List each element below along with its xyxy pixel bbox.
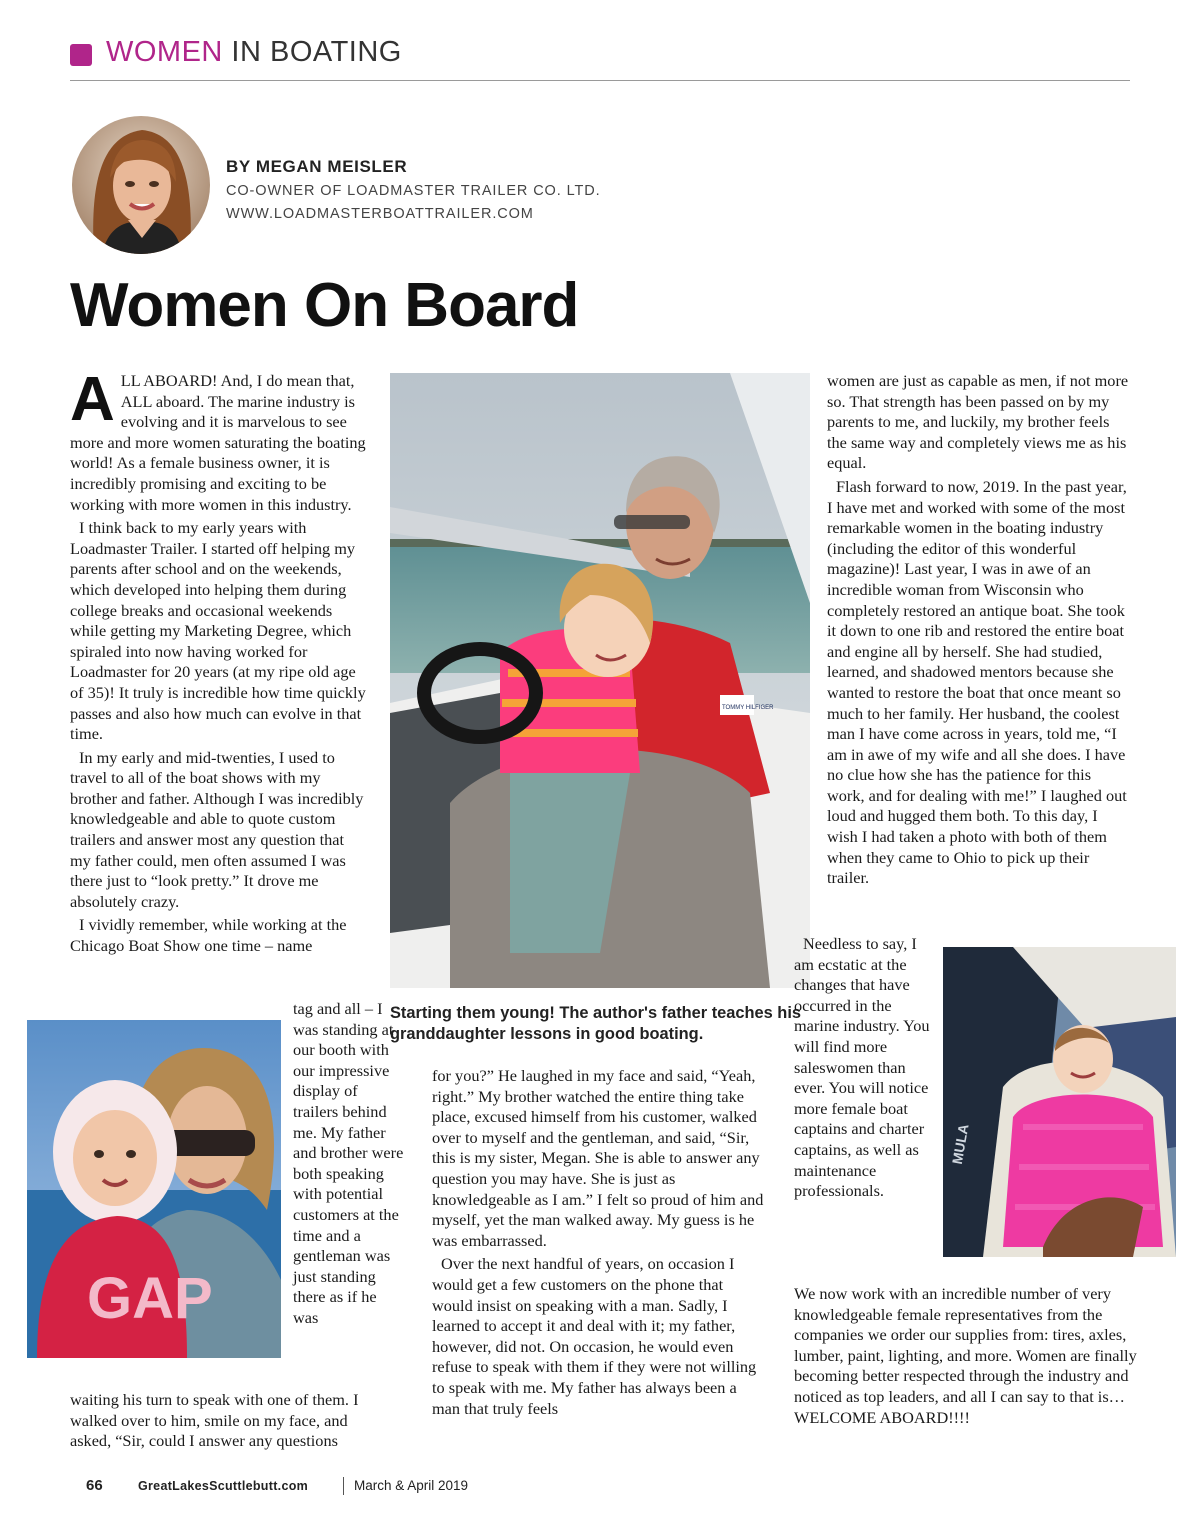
article-column-1 (70, 365, 368, 957)
photo-grandfather-and-granddaughter (390, 373, 810, 988)
paragraph-1: ALL ABOARD! And, I do mean that, ALL aboard. The marine industry is evolving and it is marvelous to see more and more women saturating the boating world! As a female business owner, it is incredibly promising and exciting to be working with more women in this industry. (70, 365, 366, 514)
paragraph-3: In my early and mid-twenties, I used to travel to all of the boat shows with my brother and father. Although I was incredibly knowledgeable and able to quote custom trailers and answer most any question that my father could, men often assumed I was there just to “look pretty.” It drove me absolutely crazy. (70, 747, 364, 911)
drop-cap: A (70, 365, 115, 434)
boat-brand-text: MULA (948, 1122, 972, 1166)
author-role: CO-OWNER OF LOADMASTER TRAILER CO. LTD. (226, 183, 601, 199)
paragraph-4: I vividly remember, while working at the Chicago Boat Show one time – name (70, 915, 347, 956)
header-divider (70, 80, 1130, 81)
article-column-2 (432, 1066, 767, 1419)
author-headshot (72, 116, 210, 254)
jacket-logo-text: TOMMY HILFIGER (722, 705, 774, 711)
article-column-3-wrap (794, 934, 937, 1202)
paragraph-6: Over the next handful of years, on occasion I would get a few customers on the phone that would insist on speaking with a man. Sadly, I learned to accept it and deal with it; my father, however, did not. On occasion, he would even refuse to speak with them if they were not willing to speak with me. My father has always been a man that truly feels (432, 1254, 757, 1418)
article-column-3-end (794, 1284, 1139, 1428)
author-website: WWW.LOADMASTERBOATTRAILER.COM (226, 206, 534, 222)
paragraph-7: women are just as capable as men, if not more so. That strength has been passed on by my parents to me, and luckily, my brother feels the same way and completely views me as his equal. (827, 371, 1129, 473)
section-title: WOMEN IN BOATING (106, 36, 402, 68)
paragraph-2: I think back to my early years with Loadmaster Trailer. I started off helping my parents after school and on the weekends, which developed into helping them during college breaks and occasional weekends while getting my Marketing Degree, which spiraled into now having worked for Loadmaster for 20 years (at my ripe old age of 35)! It truly is incredible how time quickly passes and also how much can evolve in that time. (70, 518, 366, 744)
footer-divider (343, 1477, 344, 1495)
footer-site: GreatLakesScuttlebutt.com (138, 1479, 309, 1493)
article-headline: Women On Board (70, 271, 579, 340)
gap-logo-text: GAP (87, 1266, 213, 1331)
paragraph-10: We now work with an incredible number of very knowledgeable female representatives from the companies we order our supplies from: tires, axles, lumber, paint, lighting, and more. Women are finally becoming better respected through the industry and noticed as top leaders, and all I can say to that is… WELCOME ABOARD!!!! (794, 1284, 1137, 1427)
article-column-1-end: waiting his turn to speak with one of them. I walked over to him, smile on my face, and asked, “Sir, could I answer any questions (70, 1390, 359, 1451)
paragraph-5: for you?” He laughed in my face and said, “Yeah, right.” My brother watched the entire thing take place, excused himself from his customer, walked over to myself and the gentleman, and said, “Sir, this is my sister, Megan. She is able to answer any question you may have. She is just as knowledgeable as I am.” I felt so proud of him and myself, yet the man walked away. My guess is he was embarrassed. (432, 1066, 764, 1250)
photo-baby-in-boat (943, 947, 1176, 1257)
paragraph-8: Flash forward to now, 2019. In the past year, I have met and worked with some of the most remarkable women in the boating industry (including the editor of this wonderful magazine)! Last year, I was in awe of an incredible woman from Wisconsin who completely restored an antique boat. She took it down to one rib and restored the entire boat and engine all by herself. She had studied, learned, and shadowed mentors because she wanted to restore the boat that once meant so much to her family. Her husband, the coolest man I have come across in years, told me, “I am in awe of my wife and all she does. I have no clue how she has the patience for this work, and for dealing with me!” I laughed out loud and hugged them both. To this day, I wish I had taken a photo with both of them when they came to Ohio to pick up their trailer. (827, 476, 1127, 888)
section-marker (70, 44, 92, 66)
paragraph-9: Needless to say, I am ecstatic at the changes that have occurred in the marine industry. You will find more saleswomen than ever. You will notice more female boat captains and charter captains, as well as maintenance professionals. (794, 934, 930, 1201)
photo-caption: Starting them young! The author's father teaches his granddaughter lessons in good boating. (390, 1004, 801, 1043)
footer-issue: March & April 2019 (354, 1478, 469, 1493)
page-number: 66 (86, 1477, 103, 1494)
author-byline: BY MEGAN MEISLER (226, 157, 408, 176)
photo-mother-and-daughter (27, 1020, 281, 1358)
article-column-1-wrap: tag and all – I was standing at our booth with our impressive display of trailers behind me. My father and brother were both speaking with potential customers at the time and a gentleman was just standing there as if he was (293, 999, 404, 1327)
article-column-3 (827, 371, 1129, 889)
